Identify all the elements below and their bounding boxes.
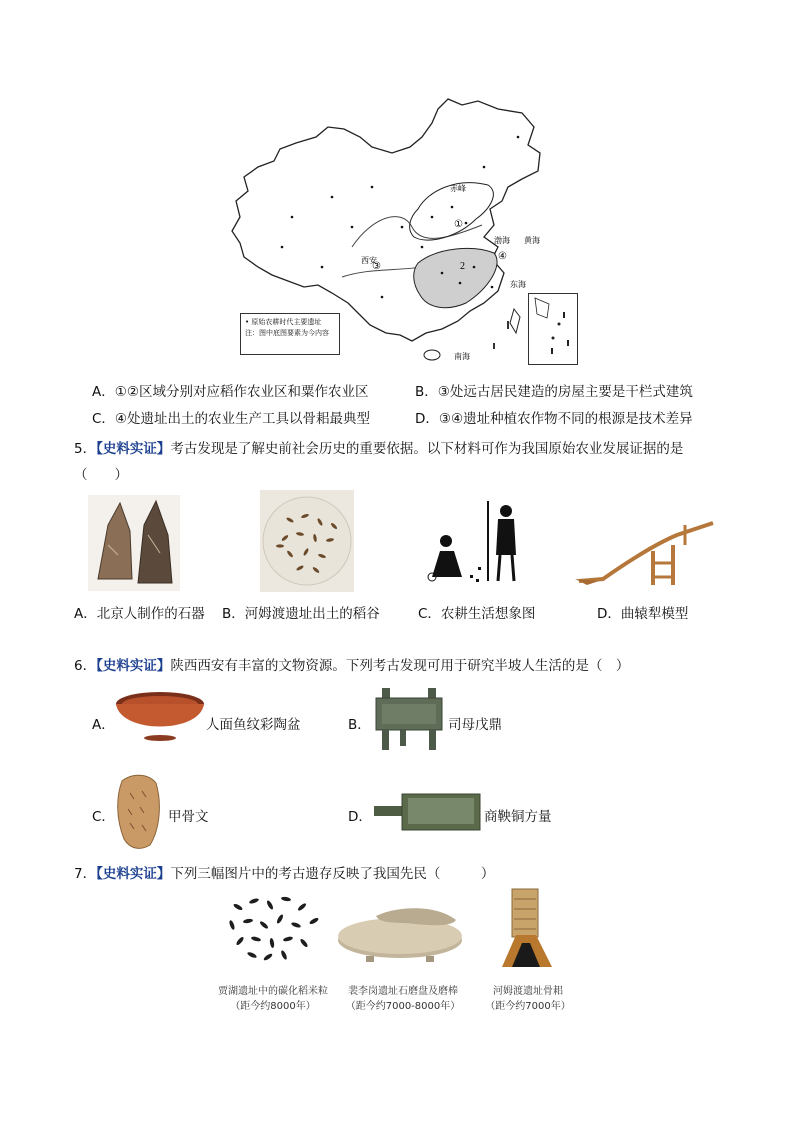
q6-number: 6． [74, 658, 97, 674]
bone-spade-drawing [496, 887, 556, 969]
q6-option-b-text[interactable]: 司母戊鼎 [448, 717, 502, 733]
label-site-3: ③ [372, 261, 381, 272]
q6-text: 陕西西安有丰富的文物资源。下列考古发现可用于研究半坡人生活的是（ ） [170, 658, 630, 674]
label-donghai: 东海 [510, 280, 526, 289]
q4-option-a[interactable]: A．①②区域分别对应稻作农业区和粟作农业区 [92, 384, 369, 400]
oracle-bone-drawing [112, 773, 164, 851]
shang-yang-bronze-measure-image [372, 790, 482, 834]
painted-pottery-basin-image [114, 688, 206, 748]
carbonized-rice-drawing [218, 887, 330, 967]
q7-tag: 【史料实证】 [96, 866, 171, 882]
q6-option-c-letter[interactable]: C． [92, 809, 115, 825]
q5-option-a[interactable]: A．北京人制作的石器 [74, 606, 205, 622]
label-site-4: ④ [498, 251, 507, 262]
q6-tag: 【史料实证】 [96, 658, 171, 674]
q7-number: 7． [74, 866, 97, 882]
caption-millstone-date: （距今约7000-8000年） [345, 1001, 461, 1012]
millstone-image [336, 896, 464, 962]
q5-text: 考古发现是了解史前社会历史的重要依据。以下材料可作为我国原始农业发展证据的是 [170, 441, 684, 457]
farming-life-drawing [418, 495, 528, 585]
curved-plow-drawing [573, 515, 721, 589]
rice-grains-drawing [260, 490, 354, 592]
legend-line-2: 注：图中底图要素为今内容 [245, 328, 329, 337]
q5-stem [74, 436, 724, 488]
q5-option-d[interactable]: D．曲辕犁模型 [597, 606, 689, 622]
label-xian: 西安 [361, 256, 377, 265]
q4-option-d[interactable]: D．③④遗址种植农作物不同的根源是技术差异 [415, 411, 693, 427]
q6-option-a-text[interactable]: 人面鱼纹彩陶盆 [206, 717, 301, 733]
q6-option-d-text[interactable]: 商鞅铜方量 [484, 809, 552, 825]
oracle-bone-image [112, 773, 164, 851]
hainan-outline [424, 350, 440, 360]
rice-grains-image [260, 490, 354, 592]
q6-option-d-letter[interactable]: D． [348, 809, 372, 825]
map-legend [240, 313, 340, 355]
stone-tools-image [88, 495, 180, 591]
millstone-drawing [336, 896, 464, 962]
label-chifeng: 赤峰 [450, 184, 466, 193]
q5-option-c[interactable]: C．农耕生活想象图 [418, 606, 536, 622]
q6-stem [74, 654, 629, 674]
curved-plow-image [573, 515, 721, 589]
taiwan-outline [510, 309, 520, 333]
caption-bone-spade-name: 河姆渡遗址骨耜 [493, 986, 563, 997]
q5-tag: 【史料实证】 [96, 441, 171, 457]
bone-spade-image [496, 887, 556, 969]
legend-line-1: • 原始农耕时代主要遗址 [245, 318, 322, 326]
china-outline [232, 99, 540, 341]
q6-option-b-letter[interactable]: B． [348, 717, 371, 733]
q7-stem [74, 862, 494, 882]
south-sea-inset [528, 293, 578, 365]
q6-option-c-text[interactable]: 甲骨文 [168, 809, 209, 825]
label-bohai: 渤海 [494, 236, 510, 245]
ding-drawing [372, 688, 446, 752]
caption-millstone [332, 982, 474, 1012]
q5-option-b[interactable]: B．河姆渡遗址出土的稻谷 [222, 606, 380, 622]
label-nanhai: 南海 [454, 352, 470, 361]
carbonized-rice-image [218, 887, 330, 967]
q4-option-b[interactable]: B．③处远古居民建造的房屋主要是干栏式建筑 [415, 384, 693, 400]
q4-option-c[interactable]: C．④处遗址出土的农业生产工具以骨耜最典型 [92, 411, 371, 427]
bronze-measure-drawing [372, 790, 482, 834]
stone-tools-drawing [88, 495, 180, 591]
q5-number: 5． [74, 441, 97, 457]
farming-life-image [418, 495, 528, 585]
label-region-1: ① [454, 219, 463, 230]
inset-drawing [529, 294, 577, 364]
label-region-2: 2 [460, 261, 465, 272]
sea-marks [494, 321, 508, 349]
simuwu-ding-image [372, 688, 446, 752]
caption-rice [196, 982, 350, 1012]
caption-bone-spade [476, 982, 580, 1012]
q5-paren: （ ） [74, 467, 128, 483]
caption-millstone-name: 裴李岗遗址石磨盘及磨棒 [348, 986, 458, 997]
pottery-basin-drawing [114, 688, 206, 748]
caption-bone-spade-date: （距今约7000年） [485, 1001, 571, 1012]
caption-rice-date: （距今约8000年） [230, 1001, 316, 1012]
caption-rice-name: 贾湖遗址中的碳化稻米粒 [218, 986, 328, 997]
q7-text: 下列三幅图片中的考古遗存反映了我国先民（ ） [170, 866, 495, 882]
q6-option-a-letter[interactable]: A． [92, 717, 115, 733]
label-huanghai: 黄海 [524, 236, 540, 245]
